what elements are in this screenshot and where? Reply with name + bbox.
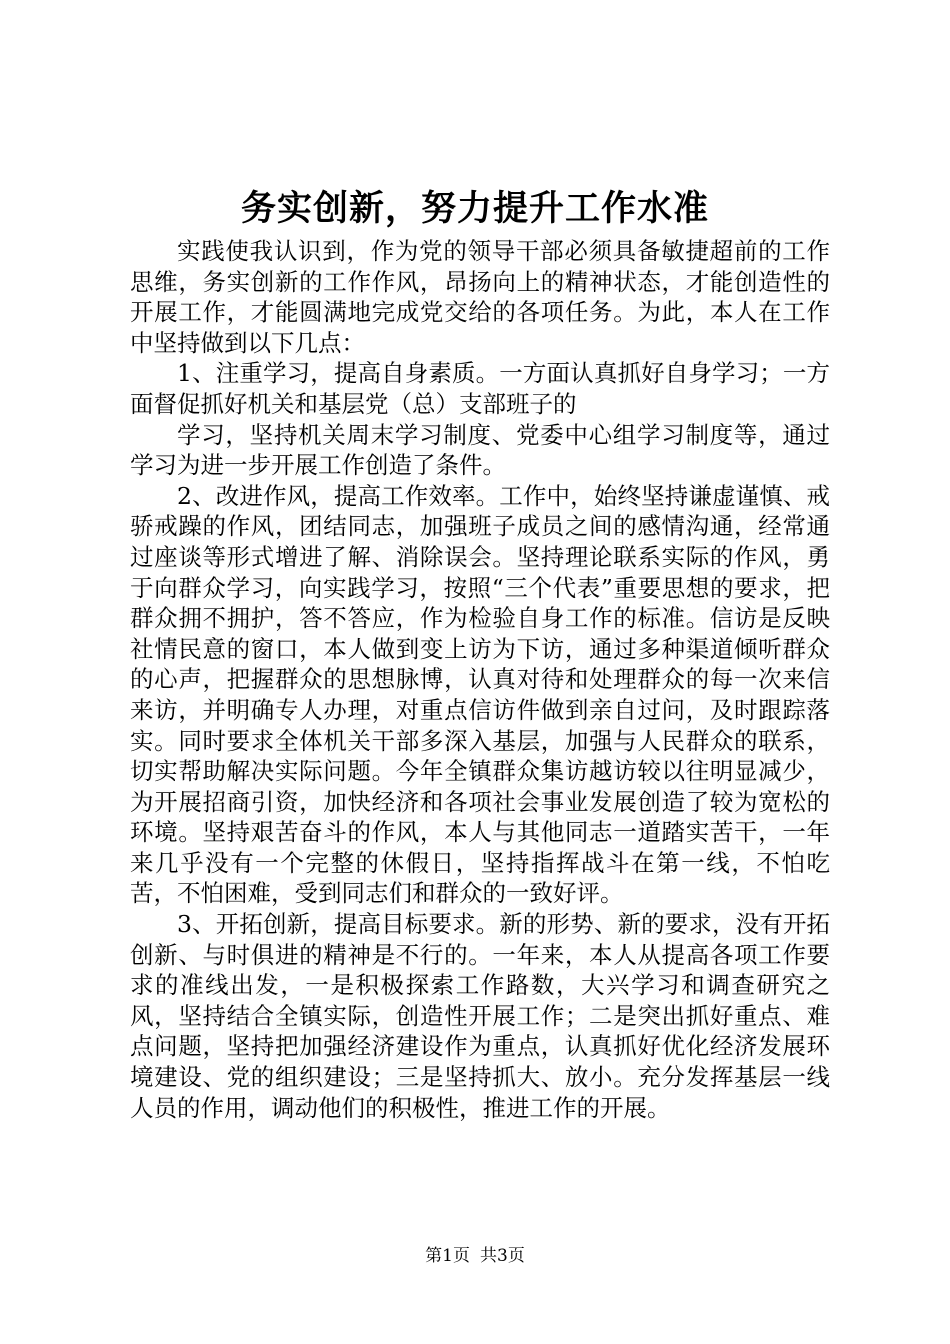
paragraph-point-2: 2、改进作风，提高工作效率。工作中，始终坚持谦虚谨慎、戒骄戒躁的作风，团结同志，加强班子成员之间的感情沟通，经常通过座谈等形式增进了解、消除误会。坚持理论联系实际的作风，勇于向群众学习，向实践学习，按照“三个代表”重要思想的要求，把群众拥不拥护，答不答应，作为检验自身工作的标准。信访是反映社情民意的窗口，本人做到变上访为下访，通过多种渠道倾听群众的心声，把握群众的思想脉博，认真对待和处理群众的每一次来信来访，并明确专人办理，对重点信访件做到亲自过问，及时跟踪落实。同时要求全体机关干部多深入基层，加强与人民群众的联系，切实帮助解决实际问题。今年全镇群众集访越访较以往明显减少，为开展招商引资，加快经济和各项社会事业发展创造了较为宽松的环境。坚持艰苦奋斗的作风，本人与其他同志一道踏实苦干，一年来几乎没有一个完整的休假日，坚持指挥战斗在第一线，不怕吃苦，不怕困难，受到同志们和群众的一致好评。	[130, 481, 830, 908]
paragraph-point-1: 1、注重学习，提高自身素质。一方面认真抓好自身学习；一方面督促抓好机关和基层党（总）支部班子的	[130, 359, 830, 418]
document-title: 务实创新，努力提升工作水准	[240, 188, 709, 229]
page-total: 共3页	[480, 1246, 525, 1266]
paragraph-point-3: 3、开拓创新，提高目标要求。新的形势、新的要求，没有开拓创新、与时俱进的精神是不行的。一年来，本人从提高各项工作要求的准线出发，一是积极探索工作路数，大兴学习和调查研究之风，坚持结合全镇实际，创造性开展工作；二是突出抓好重点、难点问题，坚持把加强经济建设作为重点，认真抓好优化经济发展环境建设、党的组织建设；三是坚持抓大、放小。充分发挥基层一线人员的作用，调动他们的积极性，推进工作的开展。	[130, 910, 830, 1122]
paragraph-intro: 实践使我认识到，作为党的领导干部必须具备敏捷超前的工作思维，务实创新的工作作风，昂扬向上的精神状态，才能创造性的开展工作，才能圆满地完成党交给的各项任务。为此，本人在工作中坚持做到以下几点：	[130, 237, 830, 357]
document-body	[130, 236, 830, 1123]
page-footer	[0, 1245, 950, 1267]
page-number: 第1页	[425, 1246, 470, 1266]
paragraph-point-1-continued: 学习，坚持机关周末学习制度、党委中心组学习制度等，通过学习为进一步开展工作创造了条件。	[130, 420, 830, 480]
